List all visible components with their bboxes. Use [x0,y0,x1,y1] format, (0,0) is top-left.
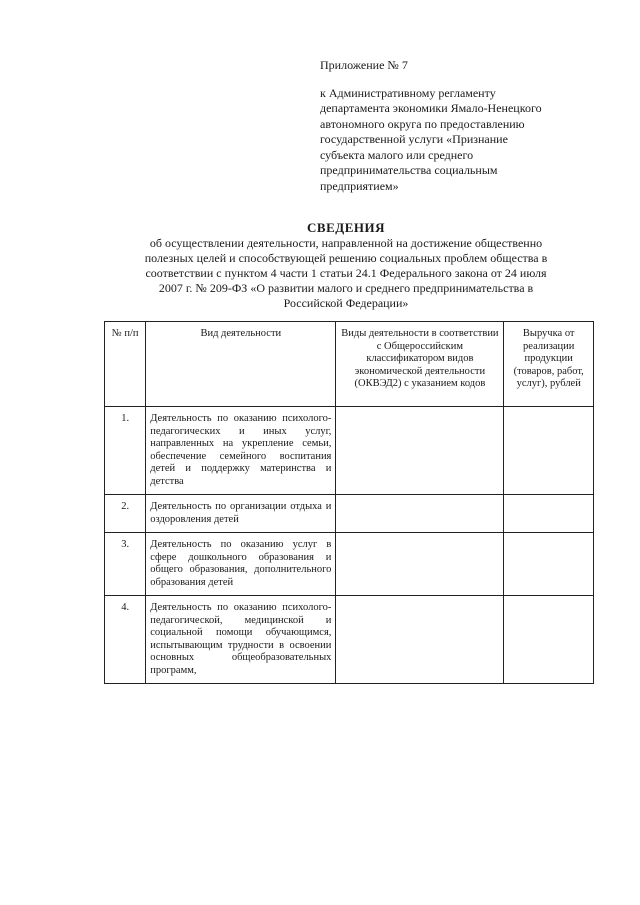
row-activity: Деятельность по организации отдыха и оздоровления детей [146,495,336,533]
appendix-line: предприятием» [320,178,399,193]
row-num: 3. [105,533,146,596]
row-revenue [504,533,594,596]
row-okved [336,533,504,596]
subtitle-line: соответствии с пунктом 4 части 1 статьи 24.1 Федерального закона от 24 июля [145,266,547,280]
row-okved [336,495,504,533]
row-okved [336,407,504,495]
appendix-line: департамента экономики Ямало-Ненецкого [320,101,542,115]
table-row [105,407,594,495]
row-num: 4. [105,596,146,684]
appendix-line: автономного округа по предоставлению [320,116,525,131]
row-revenue [504,596,594,684]
header-okved: Виды деятельности в соответствии с Общероссийским классификатором видов экономической деятельности (ОКВЭД2) с указанием кодов [336,322,504,407]
activities-table [104,321,594,684]
appendix-title: Приложение № 7 [320,58,408,72]
table-header-row [105,322,594,407]
appendix-line: субъекта малого или среднего [320,147,474,162]
row-num: 2. [105,495,146,533]
appendix-block [320,58,620,194]
subtitle-line: Российской Федерации» [283,296,409,310]
appendix-body [320,86,620,195]
row-num: 1. [105,407,146,495]
row-activity: Деятельность по оказанию психолого-педагогической, медицинской и социальной помощи обучающимся, испытывающим трудности в освоении основных общеобразовательных программ, [146,596,336,684]
appendix-line: к Административному регламенту [320,85,496,100]
appendix-line: предпринимательства социальным [320,163,498,177]
table-row [105,596,594,684]
row-activity: Деятельность по оказанию услуг в сфере дошкольного образования и общего образования, дополнительного образования детей [146,533,336,596]
row-activity: Деятельность по оказанию психолого-педагогических и иных услуг, направленных на укрепление семьи, обеспечение семейного воспитания детей и поддержку материнства и детства [146,407,336,495]
subtitle-line: 2007 г. № 209-ФЗ «О развитии малого и среднего предпринимательства в [158,281,534,295]
header-num: № п/п [105,322,146,407]
subtitle-line: об осуществлении деятельности, направленной на достижение общественно [149,236,543,250]
document-title: СВЕДЕНИЯ [307,220,385,235]
header-activity: Вид деятельности [146,322,336,407]
row-okved [336,596,504,684]
header-revenue: Выручка от реализации продукции (товаров, работ, услуг), рублей [504,322,594,407]
subtitle-line: полезных целей и способствующей решению социальных проблем общества в [144,251,548,265]
appendix-line: государственной услуги «Признание [320,132,508,146]
row-revenue [504,495,594,533]
table-row [105,495,594,533]
document-heading [100,220,592,311]
table-row [105,533,594,596]
row-revenue [504,407,594,495]
